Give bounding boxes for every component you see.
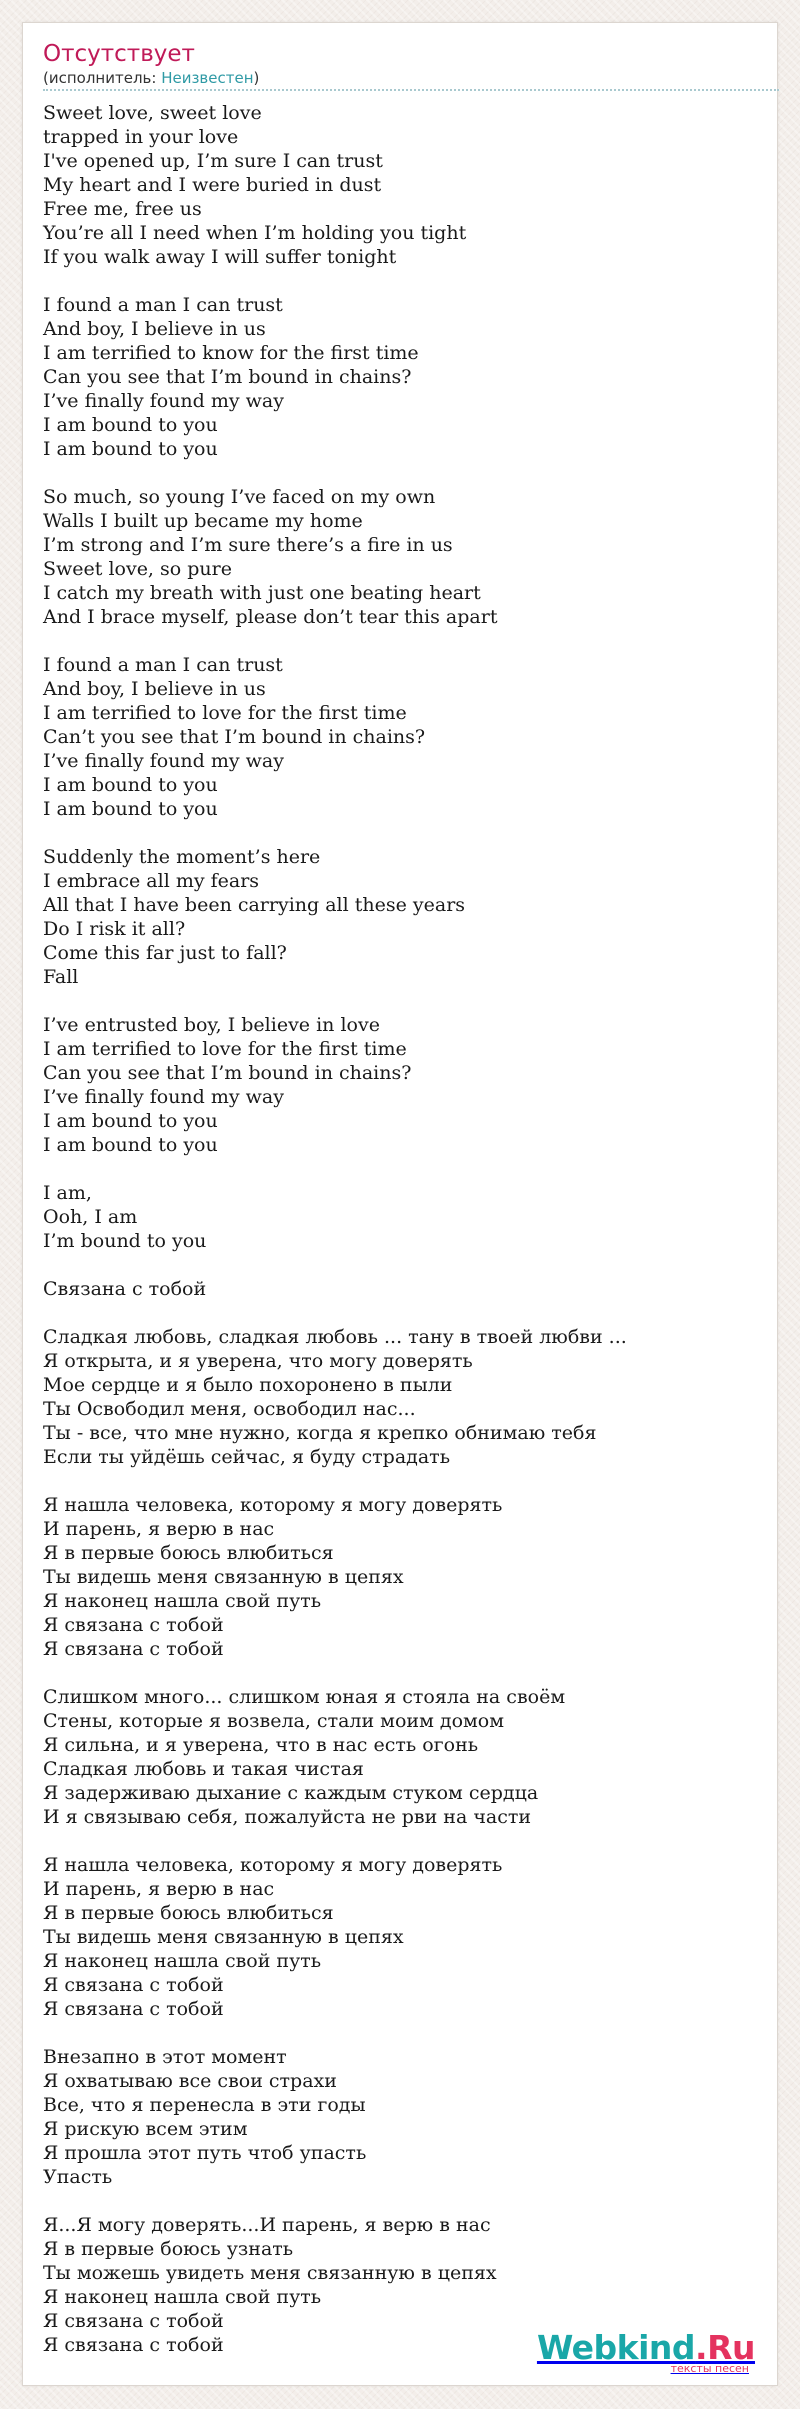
brand-tld: .Ru <box>695 2328 755 2367</box>
artist-prefix: (исполнитель: <box>43 69 162 87</box>
lyrics-text: Sweet love, sweet love trapped in your love I've opened up, I’m sure I can trust My heart and I were buried in dust Free me, free us You’re all I need when I’m holding you tight If you walk away I will suffer tonight I found a man I can trust And boy, I believe in us I am terrified to know for the first time Can you see that I’m bound in chains? I’ve finally found my way I am bound to you I am bound to you So much, so young I’ve faced on my own Walls I built up became my home I’m strong and I’m sure there’s a fire in us Sweet love, so pure I catch my breath with just one beating heart And I brace myself, please don’t tear this apart I found a man I can trust And boy, I believe in us I am terrified to love for the first time Can’t you see that I’m bound in chains? I’ve finally found my way I am bound to you I am bound to you Suddenly the moment’s here I embrace all my fears All that I have been carrying all these years Do I risk it all? Come this far just to fall? Fall I’ve entrusted boy, I believe in love I am terrified to love for the first time Can you see that I’m bound in chains? I’ve finally found my way I am bound to you I am bound to you I am, Ooh, I am I’m bound to you Связана с тобой Сладкая любовь, сладкая любовь ... тану в твоей любви ... Я открыта, и я уверена, что могу доверять Мое сердце и я было похоронено в пыли Ты Освободил меня, освободил нас... Ты - все, что мне нужно, когда я крепко обнимаю тебя Если ты уйдёшь сейчас, я буду страдать Я нашла человека, которому я могу доверять И парень, я верю в нас Я в первые боюсь влюбиться Ты видешь меня связанную в цепях Я наконец нашла свой путь Я связана с тобой Я связана с тобой Слишком много... слишком юная я стояла на своём Стены, которые я возвела, стали моим домом Я сильна, и я уверена, что в нас есть огонь Сладкая любовь и такая чистая Я задерживаю дыхание с каждым стуком сердца И я связываю себя, пожалуйста не рви на части Я нашла человека, которому я могу доверять И парень, я верю в нас Я в первые боюсь влюбиться Ты видешь меня связанную в цепях Я наконец нашла свой путь Я связана с тобой Я связана с тобой Внезапно в этот момент Я охватываю все свои страхи Все, что я перенесла в эти годы Я рискую всем этим Я прошла этот путь чтоб упасть Упасть Я...Я могу доверять...И парень, я верю в нас Я в первые боюсь узнать Ты можешь увидеть меня связанную в цепях Я наконец нашла свой путь Я связана с тобой Я связана с тобой <box>43 102 627 2356</box>
webkind-logo[interactable] <box>537 2330 755 2375</box>
brand-tagline: тексты песен <box>670 2362 749 2375</box>
brand-name-main: Webkind <box>536 2328 696 2367</box>
brand-name <box>537 2330 755 2366</box>
artist-line <box>43 69 259 87</box>
song-title: Отсутствует <box>43 41 195 67</box>
artist-link[interactable]: Неизвестен <box>161 69 254 87</box>
lyrics-card <box>22 22 778 2386</box>
dotted-divider <box>43 89 779 91</box>
artist-suffix: ) <box>253 69 260 87</box>
